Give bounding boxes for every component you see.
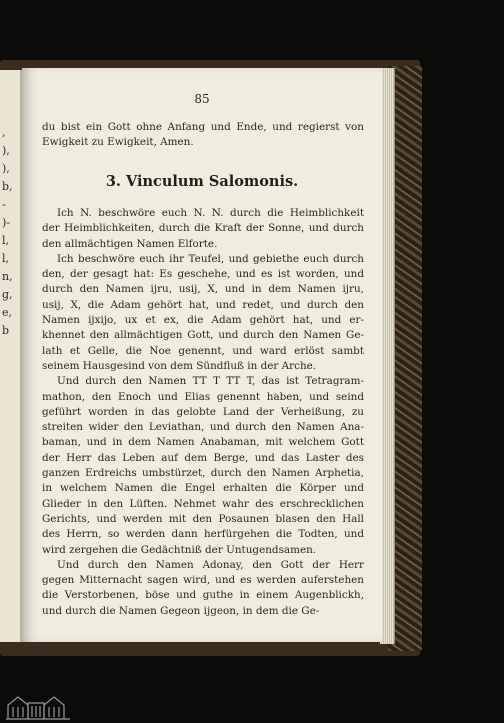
previous-page-mark: g,: [2, 288, 13, 301]
previous-page-mark: l,: [2, 252, 10, 265]
text-line: der Herr das Leben auf dem Berge, und das Laster des: [42, 451, 364, 464]
text-line: lath et Gelle, die Noe genennt, und ward erlöst sambt: [42, 344, 364, 357]
intro-text: [42, 120, 364, 151]
text-line: der Heimblichkeiten, durch die Kraft der Sonne, und durch: [42, 222, 364, 235]
text-line: Ich N. beschwöre euch N. N. durch die Heimblichkeit: [57, 207, 364, 219]
previous-page-mark: b,: [2, 180, 13, 193]
section-heading: 3. Vinculum Salomonis.: [105, 173, 299, 190]
text-line: in welchem Namen die Engel erhalten die Körper und: [42, 482, 364, 495]
text-line: Und durch den Namen Adonay, den Gott der Herr: [57, 558, 364, 571]
text-line: und durch die Namen Gegeon ijgeon, in dem die Ge-: [42, 604, 320, 617]
text-line: mathon, den Enoch und Elias genennt haben, und seind: [42, 390, 364, 403]
text-line: durch den Namen ijru, usij, X, und in dem Namen ijru,: [42, 283, 364, 296]
previous-page-mark: ,: [2, 126, 6, 139]
text-line: Gerichts, und werden mit den Posaunen blasen den Hall: [42, 512, 364, 525]
text-line: wird zergehen die Gedächtniß der Untugendsamen.: [42, 543, 317, 556]
library-logo-icon: [4, 693, 74, 721]
text-line: die Verstorbenen, böse und guthe in einem Augenblickh,: [42, 589, 364, 602]
text-line: Glieder in den Lüften. Nehmet wahr des erschrecklichen: [42, 497, 364, 510]
previous-page-mark: -: [2, 198, 6, 211]
previous-page-mark: ),: [2, 162, 10, 175]
text-line: ganzen Erdreichs umbstürzet, durch den Namen Arphetia,: [42, 467, 364, 480]
text-line: khennet den allmächtigen Gott, und durch den Namen Ge-: [42, 329, 364, 342]
previous-page-edge: [0, 70, 22, 642]
previous-page-mark: e,: [2, 306, 13, 319]
text-line: seinem Hausgesind von dem Sündfluß in der Arche.: [42, 359, 317, 372]
text-line: du bist ein Gott ohne Anfang und Ende, und regierst von: [42, 121, 364, 133]
previous-page-mark: b: [2, 324, 10, 337]
text-line: Und durch den Namen TT T TT T, das ist Tetragram-: [57, 375, 364, 388]
text-line: streiten wider den Leviathan, und durch den Namen Ana-: [42, 421, 364, 434]
text-line: gegen Mitternacht sagen wird, und es werden auferstehen: [42, 574, 364, 587]
previous-page-mark: l,: [2, 234, 10, 247]
text-line: den allmächtigen Namen Elforte.: [42, 237, 218, 250]
text-line: Namen ijxijo, ux et ex, die Adam gehört hat, und er-: [42, 314, 364, 327]
text-line: Ewigkeit zu Ewigkeit, Amen.: [42, 136, 194, 149]
previous-page-mark: ),: [2, 144, 10, 157]
page-stack-edges: [380, 68, 395, 644]
text-line: des Herrn, so werden dann herfürgehen die Todten, und: [42, 528, 364, 541]
book-page: [22, 68, 382, 642]
previous-page-mark: n,: [2, 270, 13, 283]
text-line: usij, X, die Adam gehört hat, und redet, und durch den: [42, 298, 364, 311]
text-line: geführt worden in das gelobte Land der Verheißung, zu: [42, 405, 364, 418]
text-line: den, der gesagt hat: Es geschehe, und es ist worden, und: [42, 268, 364, 281]
text-line: Ich beschwöre euch ihr Teufel, und gebiethe euch durch: [57, 252, 364, 265]
page-number: 85: [194, 92, 210, 106]
previous-page-mark: )-: [2, 216, 11, 229]
body-text: [42, 206, 364, 619]
text-line: baman, und in dem Namen Anabaman, mit welchem Gott: [42, 436, 364, 449]
